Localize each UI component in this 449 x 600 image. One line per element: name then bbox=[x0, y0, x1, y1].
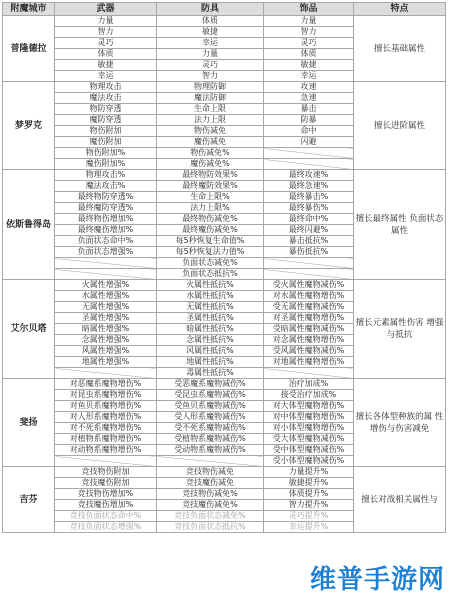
accessory-cell: 接受治疗加成% bbox=[264, 390, 354, 401]
weapon-cell: 最终物伤增加% bbox=[55, 214, 157, 225]
accessory-cell: 防暴 bbox=[264, 115, 354, 126]
armor-cell: 受鱼贝系魔物减伤% bbox=[157, 401, 264, 412]
city-name: 梦罗克 bbox=[3, 82, 55, 170]
accessory-cell: 智力 bbox=[264, 27, 354, 38]
weapon-cell: 负面状态命中% bbox=[55, 236, 157, 247]
armor-cell: 念属性抵抗% bbox=[157, 335, 264, 346]
armor-cell: 力量 bbox=[157, 49, 264, 60]
weapon-cell: 体质 bbox=[55, 49, 157, 60]
city-name: 斐扬 bbox=[3, 379, 55, 467]
weapon-cell bbox=[55, 456, 157, 467]
accessory-cell bbox=[264, 258, 354, 269]
weapon-cell: 对动物系魔物增伤% bbox=[55, 445, 157, 456]
header-accessory: 饰品 bbox=[264, 3, 354, 16]
weapon-cell: 最终物防穿透% bbox=[55, 192, 157, 203]
weapon-cell: 魔法攻击 bbox=[55, 93, 157, 104]
weapon-cell: 对鱼贝系魔物增伤% bbox=[55, 401, 157, 412]
weapon-cell: 敏捷 bbox=[55, 60, 157, 71]
accessory-cell: 对地属性魔物增伤% bbox=[264, 357, 354, 368]
armor-cell: 受恶魔系魔物减伤% bbox=[157, 379, 264, 390]
weapon-cell bbox=[55, 269, 157, 280]
accessory-cell bbox=[264, 269, 354, 280]
armor-cell: 生命上限% bbox=[157, 192, 264, 203]
weapon-cell: 圣属性增强% bbox=[55, 313, 157, 324]
armor-cell: 暗属性抵抗% bbox=[157, 324, 264, 335]
feature-text: 擅长基础属性 bbox=[354, 16, 446, 82]
armor-cell: 魔伤减免% bbox=[157, 159, 264, 170]
weapon-cell: 对人形系魔物增伤% bbox=[55, 412, 157, 423]
weapon-cell bbox=[55, 258, 157, 269]
armor-cell: 水属性抵抗% bbox=[157, 291, 264, 302]
accessory-cell: 体质提升% bbox=[264, 489, 354, 500]
table-row bbox=[3, 170, 446, 181]
accessory-cell: 受风属性魔物减伤% bbox=[264, 346, 354, 357]
accessory-cell: 对中体型魔物增伤% bbox=[264, 412, 354, 423]
feature-text: 擅长对战相关属性与 bbox=[354, 467, 446, 533]
armor-cell: 竞技负面状态减免% bbox=[157, 511, 264, 522]
accessory-cell: 最终攻速% bbox=[264, 170, 354, 181]
armor-cell: 物伤减免 bbox=[157, 126, 264, 137]
accessory-cell: 受无属性魔物减伤% bbox=[264, 302, 354, 313]
feature-text: 擅长进阶属性 bbox=[354, 82, 446, 170]
weapon-cell: 最终魔伤增加% bbox=[55, 225, 157, 236]
accessory-cell: 最终闪避% bbox=[264, 225, 354, 236]
weapon-cell: 竞技负面状态命中% bbox=[55, 511, 157, 522]
accessory-cell: 敏捷 bbox=[264, 60, 354, 71]
table-body bbox=[3, 16, 446, 533]
armor-cell: 最终物伤减免% bbox=[157, 214, 264, 225]
armor-cell: 毒属性抵抗% bbox=[157, 368, 264, 379]
accessory-cell: 受大体型魔物减伤% bbox=[264, 434, 354, 445]
feature-text: 擅长元素属性伤害 增强与抵抗 bbox=[354, 280, 446, 379]
armor-cell: 每5秒恢复法力值% bbox=[157, 247, 264, 258]
accessory-cell: 受中体型魔物减伤% bbox=[264, 445, 354, 456]
accessory-cell: 体质 bbox=[264, 49, 354, 60]
city-name: 普隆德拉 bbox=[3, 16, 55, 82]
armor-cell: 竞技负面状态抵抗% bbox=[157, 522, 264, 533]
table-header-row bbox=[3, 3, 446, 16]
city-name: 依斯鲁得岛 bbox=[3, 170, 55, 280]
armor-cell: 幸运 bbox=[157, 38, 264, 49]
accessory-cell: 对念属性魔物增伤% bbox=[264, 335, 354, 346]
city-name: 艾尔贝塔 bbox=[3, 280, 55, 379]
table-row bbox=[3, 82, 446, 93]
weapon-cell bbox=[55, 368, 157, 379]
weapon-cell: 魔伤附加% bbox=[55, 159, 157, 170]
accessory-cell: 灵巧提升% bbox=[264, 511, 354, 522]
header-armor: 防具 bbox=[157, 3, 264, 16]
city-name: 吉芬 bbox=[3, 467, 55, 533]
armor-cell: 最终物防效果% bbox=[157, 170, 264, 181]
weapon-cell: 对不死系魔物增伤% bbox=[55, 423, 157, 434]
weapon-cell: 对昆虫系魔物增伤% bbox=[55, 390, 157, 401]
accessory-cell: 暴击抵抗% bbox=[264, 236, 354, 247]
armor-cell: 圣属性抵抗% bbox=[157, 313, 264, 324]
armor-cell: 风属性抵抗% bbox=[157, 346, 264, 357]
accessory-cell: 力量 bbox=[264, 16, 354, 27]
accessory-cell: 智力提升% bbox=[264, 500, 354, 511]
accessory-cell: 受暗属性魔物减伤% bbox=[264, 324, 354, 335]
weapon-cell: 最终魔防穿透% bbox=[55, 203, 157, 214]
weapon-cell: 竞技魔伤附加 bbox=[55, 478, 157, 489]
accessory-cell: 最终命中% bbox=[264, 214, 354, 225]
weapon-cell: 物伤附加 bbox=[55, 126, 157, 137]
accessory-cell: 攻速 bbox=[264, 82, 354, 93]
weapon-cell: 地属性增强% bbox=[55, 357, 157, 368]
table-row bbox=[3, 280, 446, 291]
accessory-cell: 暴击 bbox=[264, 104, 354, 115]
accessory-cell: 最终暴伤% bbox=[264, 203, 354, 214]
accessory-cell: 受小体型魔物减伤% bbox=[264, 456, 354, 467]
armor-cell: 受不死系魔物减伤% bbox=[157, 423, 264, 434]
accessory-cell: 治疗加成% bbox=[264, 379, 354, 390]
accessory-cell: 力量提升% bbox=[264, 467, 354, 478]
armor-cell: 竞技物伤减免 bbox=[157, 467, 264, 478]
header-feature: 特点 bbox=[354, 3, 446, 16]
header-weapon: 武器 bbox=[55, 3, 157, 16]
armor-cell: 负面状态减免% bbox=[157, 258, 264, 269]
armor-cell: 竞技魔伤减免% bbox=[157, 500, 264, 511]
weapon-cell: 竞技魔伤增加% bbox=[55, 500, 157, 511]
header-city: 附魔城市 bbox=[3, 3, 55, 16]
accessory-cell: 最终急速% bbox=[264, 181, 354, 192]
armor-cell: 敏捷 bbox=[157, 27, 264, 38]
armor-cell: 每5秒恢复生命值% bbox=[157, 236, 264, 247]
armor-cell: 竞技物伤减免% bbox=[157, 489, 264, 500]
armor-cell: 受人形系魔物减伤% bbox=[157, 412, 264, 423]
accessory-cell bbox=[264, 368, 354, 379]
armor-cell: 灵巧 bbox=[157, 60, 264, 71]
accessory-cell: 受火属性魔物减伤% bbox=[264, 280, 354, 291]
accessory-cell: 幸运 bbox=[264, 71, 354, 82]
weapon-cell: 火属性增强% bbox=[55, 280, 157, 291]
accessory-cell: 急速 bbox=[264, 93, 354, 104]
accessory-cell: 幸运提升% bbox=[264, 522, 354, 533]
weapon-cell: 竞技物伤增加% bbox=[55, 489, 157, 500]
armor-cell: 物理防御 bbox=[157, 82, 264, 93]
armor-cell: 受植物系魔物减伤% bbox=[157, 434, 264, 445]
armor-cell: 智力 bbox=[157, 71, 264, 82]
accessory-cell: 对小体型魔物增伤% bbox=[264, 423, 354, 434]
feature-text: 擅长最终属性 负面状态属性 bbox=[354, 170, 446, 280]
armor-cell: 无属性抵抗% bbox=[157, 302, 264, 313]
armor-cell: 生命上限 bbox=[157, 104, 264, 115]
weapon-cell: 幸运 bbox=[55, 71, 157, 82]
armor-cell: 魔伤减免 bbox=[157, 137, 264, 148]
weapon-cell: 无属性增强% bbox=[55, 302, 157, 313]
enchant-attribute-table bbox=[2, 2, 446, 533]
armor-cell: 法力上限% bbox=[157, 203, 264, 214]
armor-cell: 体质 bbox=[157, 16, 264, 27]
accessory-cell: 对大体型魔物增伤% bbox=[264, 401, 354, 412]
armor-cell: 负面状态抵抗% bbox=[157, 269, 264, 280]
weapon-cell: 竞技负面状态增强% bbox=[55, 522, 157, 533]
accessory-cell: 命中 bbox=[264, 126, 354, 137]
accessory-cell: 暴伤抵抗% bbox=[264, 247, 354, 258]
armor-cell: 最终魔防效果% bbox=[157, 181, 264, 192]
armor-cell bbox=[157, 456, 264, 467]
armor-cell: 最终魔伤减免% bbox=[157, 225, 264, 236]
weapon-cell: 物防穿透 bbox=[55, 104, 157, 115]
armor-cell: 物伤减免% bbox=[157, 148, 264, 159]
weapon-cell: 魔防穿透 bbox=[55, 115, 157, 126]
accessory-cell: 灵巧 bbox=[264, 38, 354, 49]
accessory-cell: 对圣属性魔物增伤% bbox=[264, 313, 354, 324]
armor-cell: 火属性抵抗% bbox=[157, 280, 264, 291]
table-row bbox=[3, 467, 446, 478]
accessory-cell bbox=[264, 148, 354, 159]
armor-cell: 魔法防御 bbox=[157, 93, 264, 104]
armor-cell: 竞技魔伤减免 bbox=[157, 478, 264, 489]
table-row bbox=[3, 16, 446, 27]
weapon-cell: 竞技物伤附加 bbox=[55, 467, 157, 478]
weapon-cell: 物理攻击% bbox=[55, 170, 157, 181]
accessory-cell: 闪避 bbox=[264, 137, 354, 148]
accessory-cell bbox=[264, 159, 354, 170]
weapon-cell: 风属性增强% bbox=[55, 346, 157, 357]
accessory-cell: 对水属性魔物增伤% bbox=[264, 291, 354, 302]
armor-cell: 地属性抵抗% bbox=[157, 357, 264, 368]
weapon-cell: 灵巧 bbox=[55, 38, 157, 49]
armor-cell: 受昆虫系魔物减伤% bbox=[157, 390, 264, 401]
armor-cell: 受动物系魔物减伤% bbox=[157, 445, 264, 456]
feature-text: 擅长各体型种族的属 性增伤与伤害减免 bbox=[354, 379, 446, 467]
weapon-cell: 物伤附加% bbox=[55, 148, 157, 159]
weapon-cell: 对恶魔系魔物增伤% bbox=[55, 379, 157, 390]
weapon-cell: 魔法攻击% bbox=[55, 181, 157, 192]
weapon-cell: 念属性增强% bbox=[55, 335, 157, 346]
watermark-logo: 维普手游网 bbox=[309, 565, 445, 595]
weapon-cell: 物理攻击 bbox=[55, 82, 157, 93]
weapon-cell: 力量 bbox=[55, 16, 157, 27]
weapon-cell: 智力 bbox=[55, 27, 157, 38]
table-row bbox=[3, 379, 446, 390]
armor-cell: 法力上限 bbox=[157, 115, 264, 126]
weapon-cell: 魔伤附加 bbox=[55, 137, 157, 148]
weapon-cell: 负面状态增强% bbox=[55, 247, 157, 258]
accessory-cell: 敏捷提升% bbox=[264, 478, 354, 489]
weapon-cell: 水属性增强% bbox=[55, 291, 157, 302]
weapon-cell: 对植物系魔物增伤% bbox=[55, 434, 157, 445]
weapon-cell: 暗属性增强% bbox=[55, 324, 157, 335]
accessory-cell: 最终暴击% bbox=[264, 192, 354, 203]
